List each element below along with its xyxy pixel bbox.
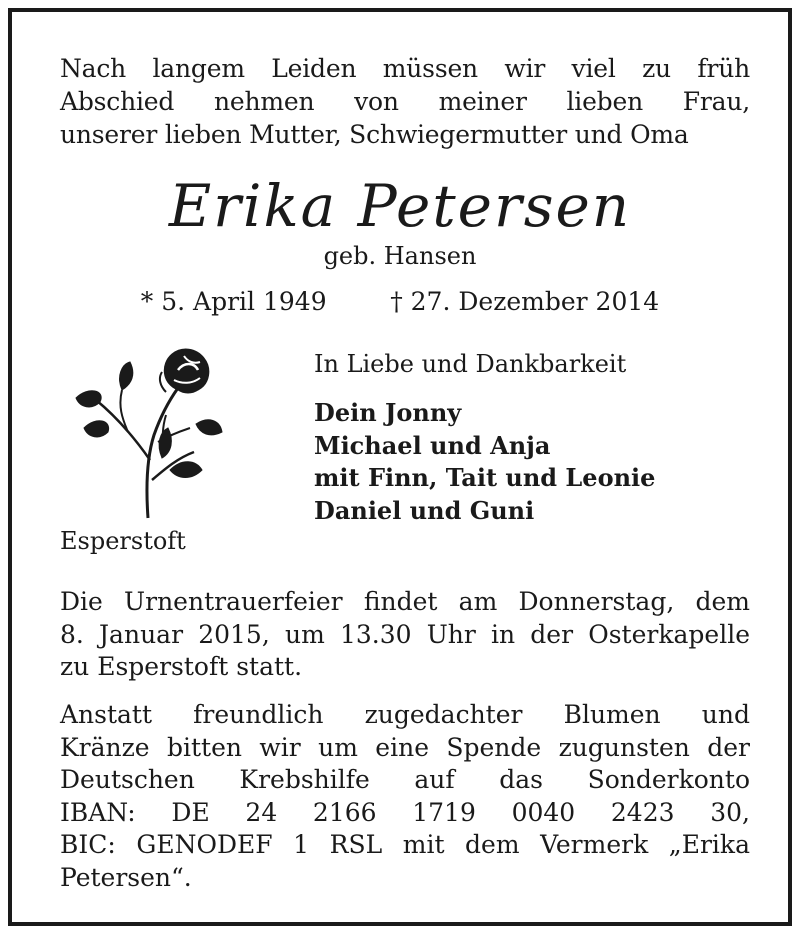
birth-date: * 5. April 1949 xyxy=(140,287,327,316)
rose-icon xyxy=(66,340,231,520)
death-date: † 27. Dezember 2014 xyxy=(390,287,660,316)
family-member: mit Finn, Tait und Leonie xyxy=(314,463,656,492)
family-member: Daniel und Guni xyxy=(314,495,535,525)
ceremony-line-2: 8. Januar 2015, um 13.30 Uhr in der Osterkapelle xyxy=(60,619,750,649)
intro-line-3: unserer lieben Mutter, Schwiegermutter und Oma xyxy=(60,120,689,149)
intro-line-2: Abschied nehmen von meiner lieben Frau, xyxy=(60,87,750,116)
place-name: Esperstoft xyxy=(60,527,186,555)
maiden-name: geb. Hansen xyxy=(323,242,477,270)
donation-line-3: Deutschen Krebshilfe auf das Sonderkonto xyxy=(60,765,750,794)
obituary-frame xyxy=(8,8,792,926)
deceased-name: Erika Petersen xyxy=(168,172,632,240)
donation-line-1: Anstatt freundlich zugedachter Blumen und xyxy=(60,700,750,729)
family-list xyxy=(314,397,655,527)
intro-text xyxy=(60,52,750,151)
donation-line-6: Petersen“. xyxy=(60,862,192,892)
ceremony-line-3: zu Esperstoft statt. xyxy=(60,652,303,681)
donation-text xyxy=(60,699,750,894)
family-member: Michael und Anja xyxy=(314,430,551,460)
life-dates xyxy=(12,287,788,316)
family-member: Dein Jonny xyxy=(314,398,462,427)
ceremony-line-1: Die Urnentrauerfeier findet am Donnerstag, dem xyxy=(60,587,750,616)
donation-line-5: BIC: GENODEF 1 RSL mit dem Vermerk „Erika xyxy=(60,830,750,859)
ceremony-text xyxy=(60,586,750,684)
intro-line-1: Nach langem Leiden müssen wir viel zu früh xyxy=(60,54,750,83)
donation-line-4: IBAN: DE 24 2166 1719 0040 2423 30, xyxy=(60,797,750,827)
donation-line-2: Kränze bitten wir um eine Spende zugunsten der xyxy=(60,732,750,762)
dedication-text: In Liebe und Dankbarkeit xyxy=(314,350,627,378)
